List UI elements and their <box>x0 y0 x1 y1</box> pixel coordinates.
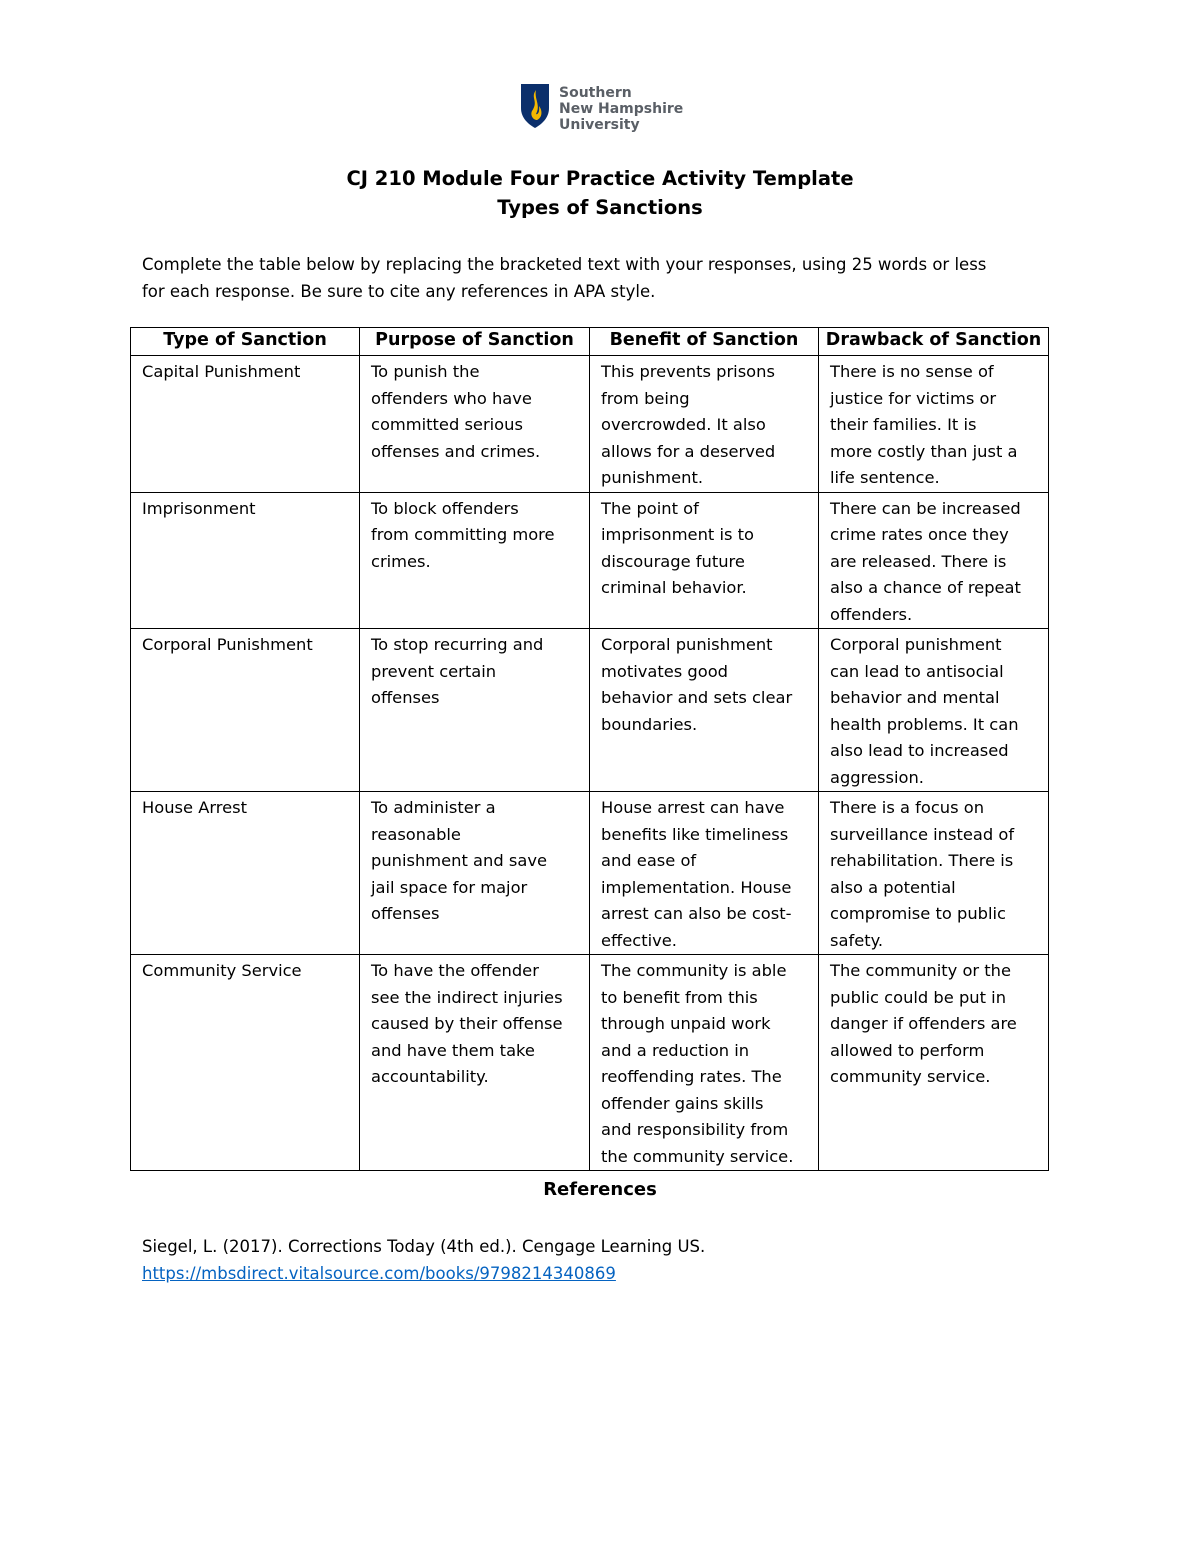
cell-line: to benefit from this <box>601 987 758 1007</box>
table-header-row <box>131 328 1049 356</box>
cell-line: aggression. <box>830 767 924 787</box>
cell-line: and a reduction in <box>601 1040 750 1060</box>
header-type-of-sanction: Type of Sanction <box>131 328 360 356</box>
drawback-cell <box>819 629 1049 792</box>
sanction-type-cell <box>131 955 360 1171</box>
cell-line: punishment and save <box>371 851 547 870</box>
cell-line: also a potential <box>830 877 956 897</box>
references-heading: References <box>543 1179 657 1200</box>
header-purpose-of-sanction: Purpose of Sanction <box>360 328 590 356</box>
benefit-cell <box>590 955 819 1171</box>
cell-line: also a chance of repeat <box>830 578 1021 597</box>
sanction-type-cell <box>131 629 360 792</box>
cell-line: imprisonment is to <box>601 525 754 544</box>
cell-line: behavior and sets clear <box>601 688 793 707</box>
cell-line: caused by their offense <box>371 1014 563 1033</box>
cell-line: criminal behavior. <box>601 578 747 597</box>
cell-line: offenses <box>371 904 440 923</box>
cell-line: more costly than just a <box>830 441 1018 461</box>
cell-line: the community service. <box>601 1146 794 1166</box>
cell-line: from committing more <box>371 525 555 544</box>
cell-line: committed serious <box>371 415 523 434</box>
drawback-cell <box>819 492 1049 629</box>
cell-line: prevent certain <box>371 661 497 681</box>
cell-line: House Arrest <box>142 798 247 817</box>
cell-line: offenders. <box>830 604 913 624</box>
header-drawback-of-sanction: Drawback of Sanction <box>819 328 1049 356</box>
cell-line: Imprisonment <box>142 498 256 518</box>
reference-citation: Siegel, L. (2017). Corrections Today (4th ed.). Cengage Learning US. <box>142 1237 706 1256</box>
sanctions-table <box>130 327 1049 1171</box>
cell-line: from being <box>601 388 690 408</box>
cell-line: To block offenders <box>371 498 519 518</box>
cell-line: effective. <box>601 930 677 950</box>
cell-line: rehabilitation. There is <box>830 851 1014 870</box>
cell-line: compromise to public <box>830 904 1006 923</box>
cell-line: and have them take <box>371 1040 535 1060</box>
cell-line: reoffending rates. The <box>601 1067 782 1086</box>
cell-line: To have the offender <box>371 961 539 980</box>
cell-line: Corporal punishment <box>601 635 773 654</box>
instructions-paragraph <box>142 251 1062 305</box>
cell-line: through unpaid work <box>601 1014 771 1033</box>
cell-line: reasonable <box>371 824 461 844</box>
cell-line: There can be increased <box>830 498 1021 518</box>
cell-line: House arrest can have <box>601 798 785 817</box>
cell-line: There is a focus on <box>830 798 985 817</box>
snhu-shield-flame-icon <box>520 83 550 129</box>
cell-line: health problems. It can <box>830 714 1019 734</box>
cell-line: The community or the <box>830 961 1011 980</box>
cell-line: and responsibility from <box>601 1120 789 1139</box>
instructions-line: Complete the table below by replacing the bracketed text with your responses, using 25 words or less <box>142 255 987 274</box>
drawback-cell <box>819 792 1049 955</box>
cell-line: offenders who have <box>371 388 532 408</box>
cell-line: accountability. <box>371 1067 489 1086</box>
cell-line: Corporal punishment <box>830 635 1002 654</box>
cell-line: offenses <box>371 688 440 707</box>
cell-line: This prevents prisons <box>601 362 775 381</box>
cell-line: The point of <box>601 498 699 518</box>
cell-line: their families. It is <box>830 415 977 434</box>
cell-line: jail space for major <box>371 877 528 897</box>
benefit-cell <box>590 629 819 792</box>
cell-line: can lead to antisocial <box>830 661 1004 681</box>
university-logo <box>520 83 683 133</box>
drawback-cell <box>819 955 1049 1171</box>
table-row <box>131 356 1049 493</box>
cell-line: justice for victims or <box>830 388 997 408</box>
cell-line: offender gains skills <box>601 1093 764 1113</box>
cell-line: life sentence. <box>830 468 940 487</box>
sanction-type-cell <box>131 792 360 955</box>
logo-line: Southern <box>559 85 632 101</box>
logo-line: University <box>559 117 640 133</box>
table-row <box>131 492 1049 629</box>
drawback-cell <box>819 356 1049 493</box>
table-row <box>131 792 1049 955</box>
cell-line: benefits like timeliness <box>601 824 789 844</box>
cell-line: crime rates once they <box>830 525 1009 544</box>
benefit-cell <box>590 492 819 629</box>
cell-line: overcrowded. It also <box>601 415 766 434</box>
cell-line: boundaries. <box>601 714 698 734</box>
cell-line: Corporal Punishment <box>142 635 313 654</box>
header-benefit-of-sanction: Benefit of Sanction <box>590 328 819 356</box>
cell-line: The community is able <box>601 961 787 980</box>
benefit-cell <box>590 792 819 955</box>
benefit-cell <box>590 356 819 493</box>
cell-line: surveillance instead of <box>830 824 1015 844</box>
purpose-cell <box>360 792 590 955</box>
document-subtitle: Types of Sanctions <box>497 196 703 219</box>
sanction-type-cell <box>131 356 360 493</box>
cell-line: allows for a deserved <box>601 441 776 461</box>
purpose-cell <box>360 955 590 1171</box>
cell-line: implementation. House <box>601 877 792 897</box>
cell-line: Community Service <box>142 961 302 980</box>
cell-line: Capital Punishment <box>142 362 301 381</box>
cell-line: danger if offenders are <box>830 1014 1017 1033</box>
cell-line: behavior and mental <box>830 688 1000 707</box>
cell-line: safety. <box>830 930 884 950</box>
cell-line: allowed to perform <box>830 1040 985 1060</box>
document-title: CJ 210 Module Four Practice Activity Template <box>346 167 854 190</box>
table-row <box>131 955 1049 1171</box>
cell-line: are released. There is <box>830 551 1007 571</box>
instructions-line: for each response. Be sure to cite any references in APA style. <box>142 282 656 301</box>
logo-line: New Hampshire <box>559 101 684 117</box>
purpose-cell <box>360 492 590 629</box>
cell-line: punishment. <box>601 468 704 487</box>
reference-link[interactable]: https://mbsdirect.vitalsource.com/books/9798214340869 <box>142 1264 616 1283</box>
cell-line: arrest can also be cost- <box>601 904 792 923</box>
cell-line: public could be put in <box>830 987 1007 1007</box>
purpose-cell <box>360 356 590 493</box>
cell-line: There is no sense of <box>830 362 994 381</box>
cell-line: offenses and crimes. <box>371 441 541 461</box>
cell-line: community service. <box>830 1067 991 1086</box>
cell-line: To punish the <box>371 362 480 381</box>
table-row <box>131 629 1049 792</box>
cell-line: To administer a <box>371 798 496 817</box>
cell-line: To stop recurring and <box>371 635 544 654</box>
cell-line: motivates good <box>601 661 728 681</box>
purpose-cell <box>360 629 590 792</box>
cell-line: discourage future <box>601 551 745 571</box>
cell-line: crimes. <box>371 551 431 571</box>
cell-line: and ease of <box>601 851 697 870</box>
cell-line: also lead to increased <box>830 741 1009 760</box>
reference-entry <box>142 1233 705 1287</box>
logo-wordmark <box>559 85 683 133</box>
cell-line: see the indirect injuries <box>371 987 563 1007</box>
sanction-type-cell <box>131 492 360 629</box>
